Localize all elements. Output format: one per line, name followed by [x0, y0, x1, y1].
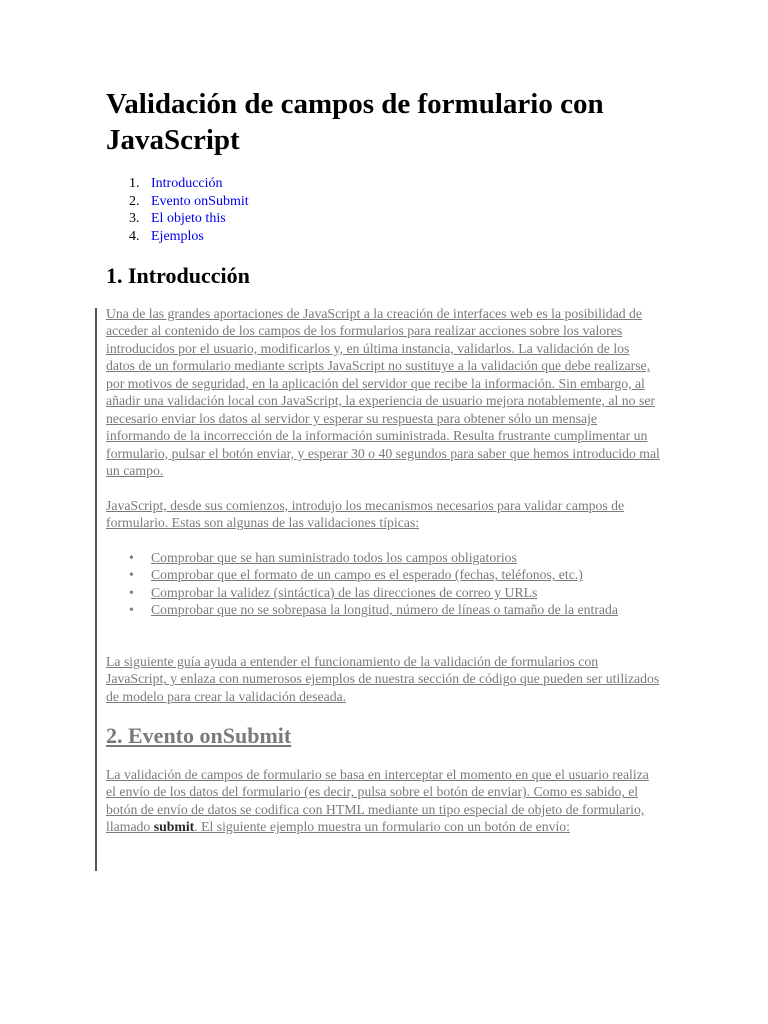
toc-item-ejemplos — [106, 228, 249, 246]
list-item-text[interactable]: Comprobar que el formato de un campo es el esperado (fechas, teléfonos, etc.) — [151, 567, 583, 583]
toc-number: 4. — [129, 228, 140, 244]
list-item-text[interactable]: Comprobar que no se sobrepasa la longitud, número de líneas o tamaño de la entrada — [151, 602, 618, 618]
toc-link-evento-onsubmit[interactable]: Evento onSubmit — [151, 193, 249, 209]
onsubmit-text-before: La validación de campos de formulario se basa en interceptar el momento en que el usuario realiza el envío de los datos del formulario (es decir, pulsa sobre el botón de enviar). Como es sabido, el botón de envío de datos se codifica con HTML mediante un tipo especial de objeto de formulario, llamado — [106, 767, 649, 835]
toc-item-introduccion — [106, 175, 249, 193]
validations-list — [106, 549, 661, 619]
validations-intro-paragraph[interactable]: JavaScript, desde sus comienzos, introdujo los mecanismos necesarios para validar campos de formulario. Estas son algunas de las validaciones típicas: — [106, 498, 625, 531]
list-item — [106, 584, 661, 601]
submit-keyword: submit — [153, 819, 195, 835]
page-title: Validación de campos de formulario con JavaScript — [106, 88, 604, 156]
onsubmit-text-after: . El siguiente ejemplo muestra un formulario con un botón de envío: — [194, 819, 570, 835]
toc-link-ejemplos[interactable]: Ejemplos — [151, 228, 204, 244]
bullet-icon: • — [129, 550, 134, 565]
bullet-icon: • — [129, 584, 134, 600]
bullet-icon: • — [129, 567, 134, 583]
toc-link-introduccion[interactable]: Introducción — [151, 176, 223, 191]
section-heading-introduccion: 1. Introducción — [106, 263, 250, 288]
toc-number: 2. — [129, 193, 140, 209]
section-heading-evento-onsubmit[interactable]: 2. Evento onSubmit — [106, 723, 292, 748]
toc-item-evento-onsubmit — [106, 193, 249, 211]
list-item-text[interactable]: Comprobar que se han suministrado todos los campos obligatorios — [151, 550, 517, 565]
toc-number: 1. — [129, 176, 140, 191]
table-of-contents — [106, 175, 249, 245]
onsubmit-paragraph[interactable] — [106, 766, 661, 836]
blockquote-bar — [95, 308, 97, 871]
guide-paragraph[interactable]: La siguiente guía ayuda a entender el funcionamiento de la validación de formularios con JavaScript, y enlaza con numerosos ejemplos de nuestra sección de código que pueden ser utilizados de modelo para crear la validación deseada. — [106, 654, 660, 704]
intro-paragraph[interactable]: Una de las grandes aportaciones de JavaScript a la creación de interfaces web es la posibilidad de acceder al contenido de los campos de los formularios para realizar acciones sobre los valores introducidos por el usuario, modificarlos y, en última instancia, validarlos. La validación de los datos de un formulario mediante scripts JavaScript no sustituye a la validación que debe realizarse, por motivos de seguridad, en la aplicación del servidor que recibe la información. Sin embargo, al añadir una validación local con JavaScript, la experiencia de usuario mejora notablemente, al no ser necesario enviar los datos al servidor y esperar su respuesta para obtener sólo un mensaje informando de la incorrección de la información suministrada. Resulta frustrante cumplimentar un formulario, pulsar el botón enviar, y esperar 30 o 40 segundos para saber que hemos introducido mal un campo. — [106, 306, 660, 479]
toc-number: 3. — [129, 211, 140, 226]
bullet-icon: • — [129, 602, 134, 618]
list-item — [106, 601, 661, 618]
list-item-text[interactable]: Comprobar la validez (sintáctica) de las direcciones de correo y URLs — [151, 584, 538, 600]
list-item — [106, 566, 661, 583]
toc-link-objeto-this[interactable]: El objeto this — [151, 211, 226, 226]
toc-item-objeto-this — [106, 210, 249, 228]
list-item — [106, 549, 661, 566]
